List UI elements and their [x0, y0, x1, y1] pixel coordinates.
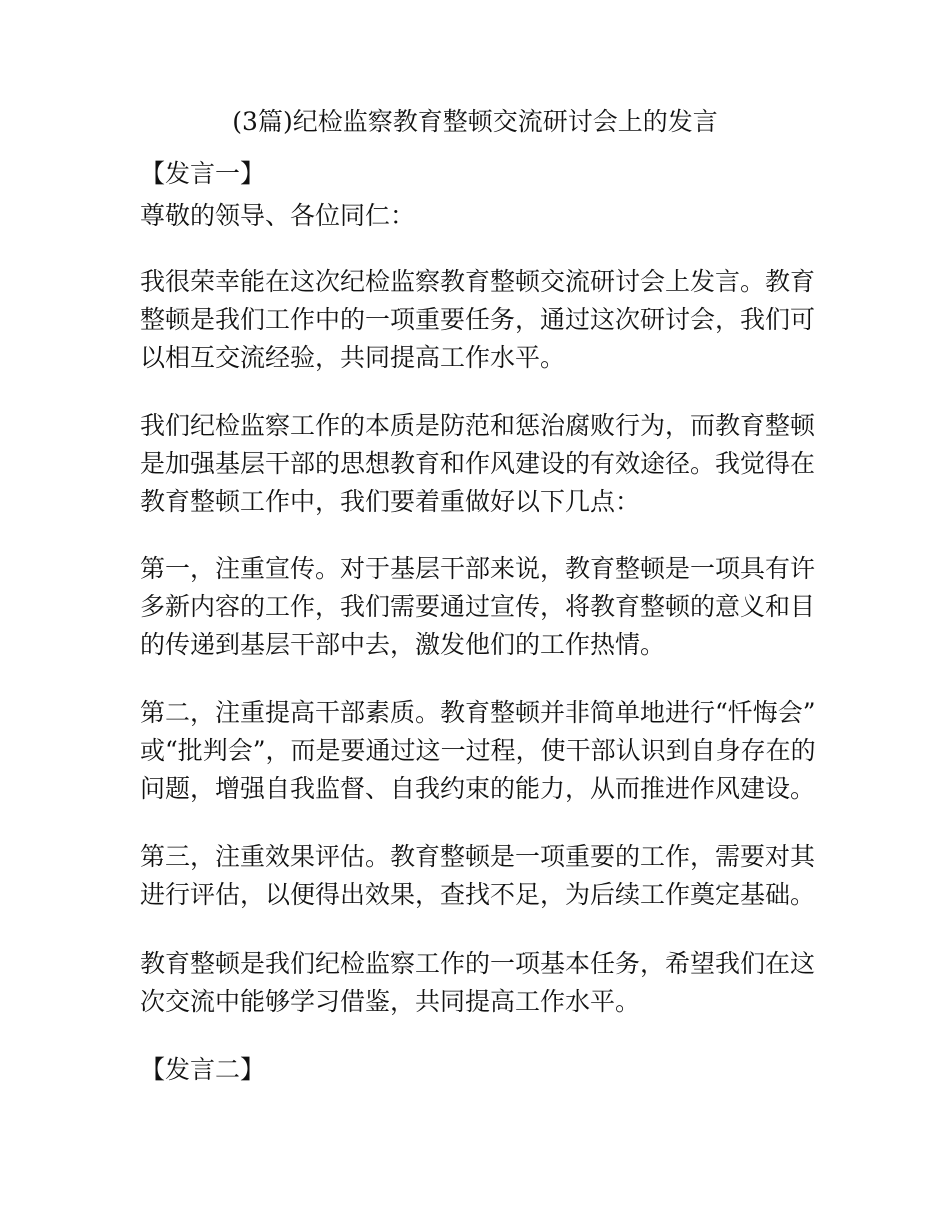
paragraph-6-line-2: 次交流中能够学习借鉴，共同提高工作水平。 [140, 987, 641, 1016]
paragraph-5-line-1: 第三，注重效果评估。教育整顿是一项重要的工作，需要对其 [140, 842, 816, 871]
paragraph-5-line-2: 进行评估，以便得出效果，查找不足，为后续工作奠定基础。 [140, 880, 816, 909]
paragraph-3-line-3: 的传递到基层干部中去，激发他们的工作热情。 [140, 630, 666, 659]
paragraph-2-line-2: 是加强基层干部的思想教育和作风建设的有效途径。我觉得在 [140, 449, 816, 478]
paragraph-4-line-2: 或“批判会”，而是要通过这一过程，使干部认识到自身存在的 [140, 736, 816, 765]
salutation-line: 尊敬的领导、各位同仁： [140, 201, 416, 230]
paragraph-1-line-1: 我很荣幸能在这次纪检监察教育整顿交流研讨会上发言。教育 [140, 267, 816, 296]
paragraph-3-line-2: 多新内容的工作，我们需要通过宣传，将教育整顿的意义和目 [140, 592, 816, 621]
document-title: (3篇)纪检监察教育整顿交流研讨会上的发言 [232, 107, 718, 136]
section-heading-speech-one: 【发言一】 [140, 159, 266, 188]
paragraph-4-line-3: 问题，增强自我监督、自我约束的能力，从而推进作风建设。 [140, 774, 816, 803]
section-heading-speech-two: 【发言二】 [140, 1055, 266, 1084]
paragraph-4-line-1: 第二，注重提高干部素质。教育整顿并非简单地进行“忏悔会” [140, 698, 816, 727]
paragraph-6-line-1: 教育整顿是我们纪检监察工作的一项基本任务，希望我们在这 [140, 949, 816, 978]
paragraph-1-line-2: 整顿是我们工作中的一项重要任务，通过这次研讨会，我们可 [140, 305, 816, 334]
paragraph-3-line-1: 第一，注重宣传。对于基层干部来说，教育整顿是一项具有许 [140, 554, 816, 583]
paragraph-1-line-3: 以相互交流经验，共同提高工作水平。 [140, 343, 566, 372]
paragraph-2-line-3: 教育整顿工作中，我们要着重做好以下几点： [140, 487, 641, 516]
paragraph-2-line-1: 我们纪检监察工作的本质是防范和惩治腐败行为，而教育整顿 [140, 411, 816, 440]
